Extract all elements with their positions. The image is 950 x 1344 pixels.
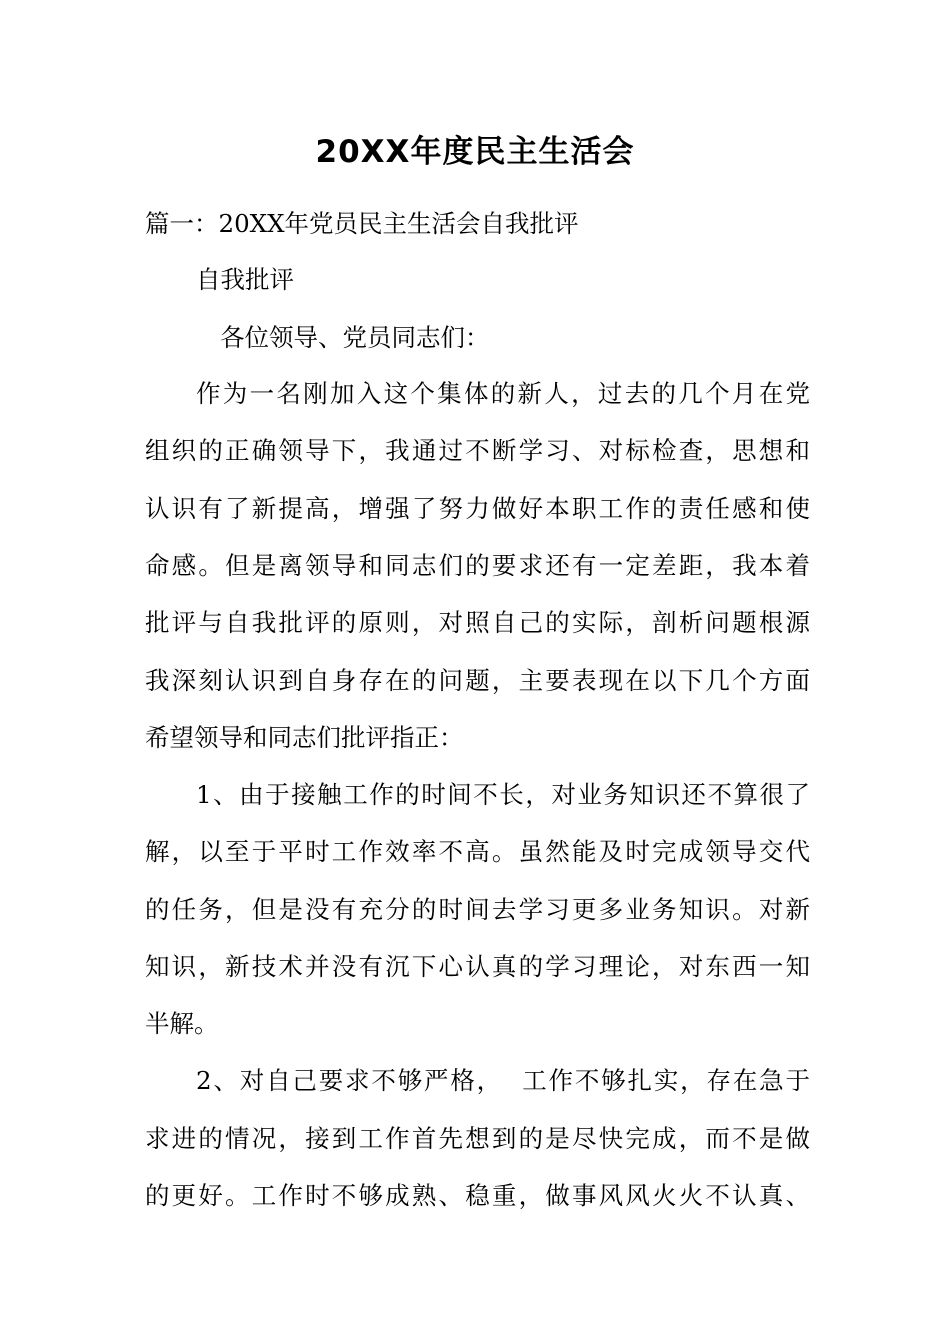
paragraph-line: 1、由于接触工作的时间不长，对业务知识还不算很了	[196, 780, 810, 809]
salutation: 各位领导、党员同志们：	[220, 323, 490, 352]
document-title: 20XX年度民主生活会	[315, 134, 635, 170]
paragraph-line: 的任务，但是没有充分的时间去学习更多业务知识。对新	[145, 895, 810, 924]
paragraph-line: 希望领导和同志们批评指正：	[145, 723, 464, 752]
paragraph-line: 命感。但是离领导和同志们的要求还有一定差距，我本着	[145, 551, 810, 580]
section-heading: 篇一：20XX年党员民主生活会自我批评	[145, 209, 579, 238]
paragraph-line: 求进的情况，接到工作首先想到的是尽快完成，而不是做	[145, 1124, 810, 1153]
paragraph-line: 2、对自己要求不够严格， 工作不够扎实，存在急于	[196, 1066, 810, 1095]
paragraph-line: 我深刻认识到自身存在的问题，主要表现在以下几个方面	[145, 666, 810, 695]
paragraph-line: 作为一名刚加入这个集体的新人，过去的几个月在党	[196, 379, 810, 408]
paragraph-line: 半解。	[145, 1009, 219, 1038]
paragraph-line: 解，以至于平时工作效率不高。虽然能及时完成领导交代	[145, 837, 810, 866]
paragraph-line: 的更好。工作时不够成熟、稳重，做事风风火火不认真、	[145, 1181, 810, 1210]
paragraph-line: 批评与自我批评的原则，对照自己的实际，剖析问题根源	[145, 608, 810, 637]
paragraph-line: 认识有了新提高，增强了努力做好本职工作的责任感和使	[145, 494, 810, 523]
paragraph-line: 组织的正确领导下，我通过不断学习、对标检查，思想和	[145, 436, 810, 465]
subheading: 自我批评	[196, 265, 294, 294]
paragraph-line: 知识，新技术并没有沉下心认真的学习理论，对东西一知	[145, 952, 810, 981]
